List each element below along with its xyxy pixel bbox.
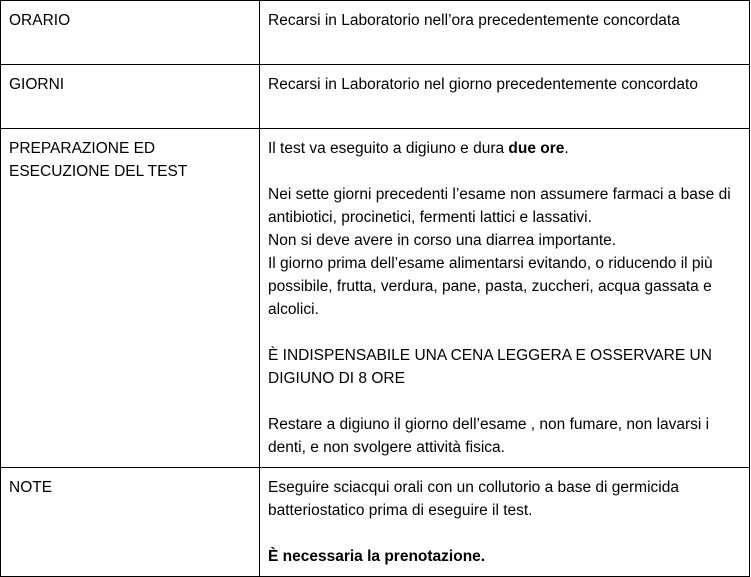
table-row-note xyxy=(1,468,750,577)
label-preparazione: PREPARAZIONE ED ESECUZIONE DEL TEST xyxy=(1,129,260,468)
value-note xyxy=(260,468,750,577)
prep-paragraph-duration xyxy=(268,137,741,160)
value-preparazione xyxy=(260,129,750,468)
prep-paragraph-exam-day: Restare a digiuno il giorno dell’esame , non fumare, non lavarsi i denti, e non svolgere attività fisica. xyxy=(268,416,710,456)
table-row-giorni xyxy=(1,65,750,129)
value-orario: Recarsi in Laboratorio nell’ora precedentemente concordata xyxy=(260,1,750,65)
prep-restriction-diarrhea: Non si deve avere in corso una diarrea importante. xyxy=(268,232,617,249)
prep-duration-suffix: . xyxy=(564,140,569,157)
prep-restriction-diet: Il giorno prima dell’esame alimentarsi evitando, o riducendo il più possibile, frutta, verdura, pane, pasta, zuccheri, acqua gassata e alcolici. xyxy=(268,255,713,318)
note-paragraph-rinse: Eseguire sciacqui orali con un collutorio a base di germicida batteriostatico prima di eseguire il test. xyxy=(268,479,679,519)
prep-paragraph-restrictions xyxy=(268,183,741,321)
label-orario: ORARIO xyxy=(1,1,260,65)
prep-paragraph-dinner: È INDISPENSABILE UNA CENA LEGGERA E OSSERVARE UN DIGIUNO DI 8 ORE xyxy=(268,347,712,387)
label-note: NOTE xyxy=(1,468,260,577)
label-giorni: GIORNI xyxy=(1,65,260,129)
value-giorni: Recarsi in Laboratorio nel giorno precedentemente concordato xyxy=(260,65,750,129)
table-row-orario xyxy=(1,1,750,65)
prep-restriction-drugs: Nei sette giorni precedenti l’esame non assumere farmaci a base di antibiotici, procinetici, fermenti lattici e lassativi. xyxy=(268,186,731,226)
note-paragraph-booking: È necessaria la prenotazione. xyxy=(268,548,486,565)
prep-duration-bold: due ore xyxy=(508,140,565,157)
prep-duration-prefix: Il test va eseguito a digiuno e dura xyxy=(268,140,509,157)
table-row-preparazione xyxy=(1,129,750,468)
